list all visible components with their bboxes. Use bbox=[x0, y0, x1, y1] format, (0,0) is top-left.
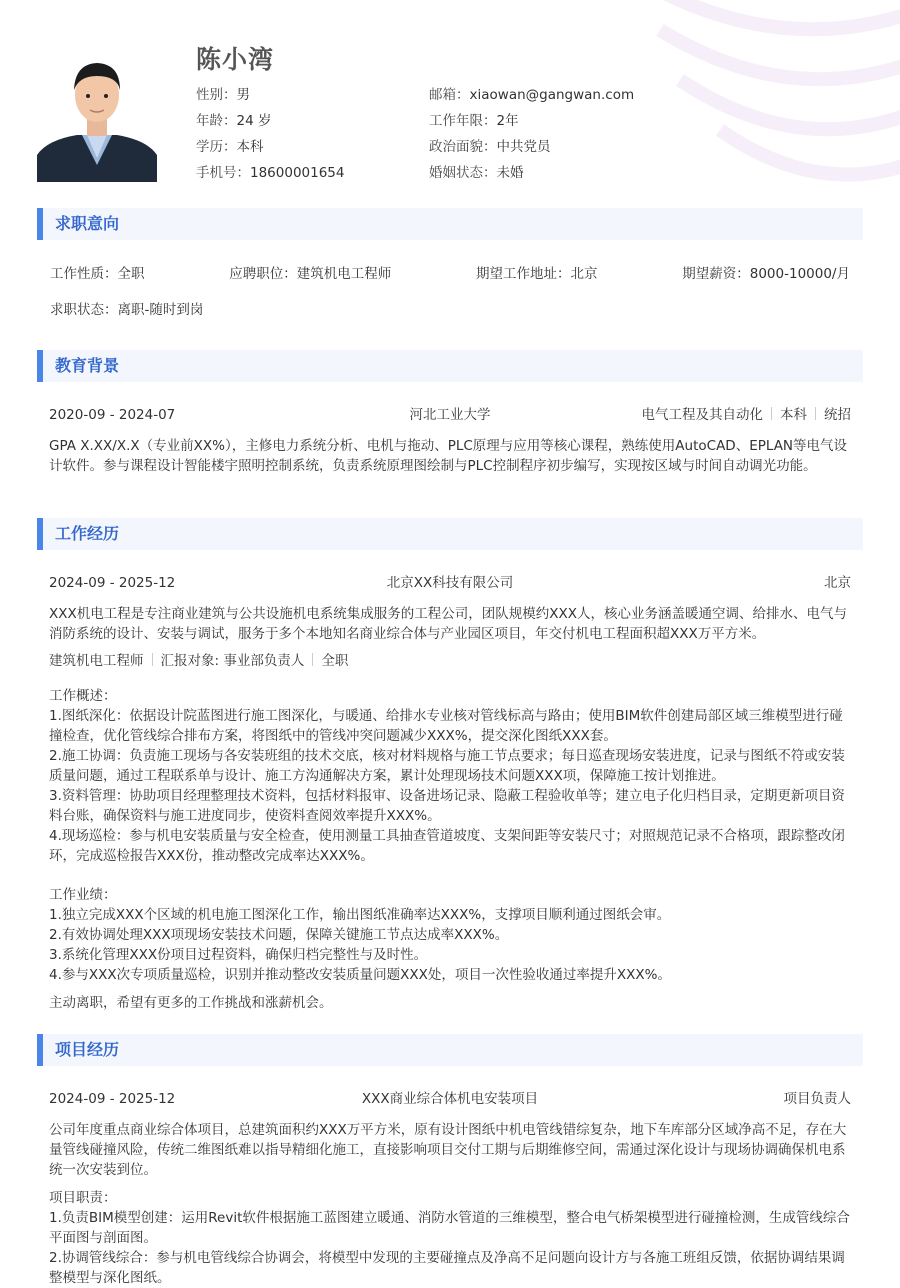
work-overview-3: 3.资料管理：协助项目经理整理技术资料，包括材料报审、设备进场记录、隐蔽工程验收单等；建立电子化归档目录，定期更新项目资料台账，确保资料与施工进度同步，使资料查阅效率提升XXX%。 bbox=[49, 788, 845, 824]
work-tags bbox=[49, 651, 348, 671]
section-work bbox=[37, 518, 863, 550]
company-intro: XXX机电工程是专注商业建筑与公共设施机电系统集成服务的工程公司，团队规模约XXX人，核心业务涵盖暖通空调、给排水、电气与消防系统的设计、安装与调试，服务于多个本地知名商业综合体与产业园区项目，年交付机电工程面积超XXX万平方米。 bbox=[49, 606, 847, 642]
project-duty-2: 2.协调管线综合：参与机电管线综合协调会，将模型中发现的主要碰撞点及净高不足问题向设计方与各施工班组反馈，依据协调结果调整模型与深化图纸。 bbox=[49, 1250, 845, 1286]
section-project bbox=[37, 1034, 863, 1066]
education-period: 2020-09 - 2024-07 bbox=[49, 407, 176, 423]
phone-label: 手机号： bbox=[196, 165, 250, 181]
job-type-value: 全职 bbox=[117, 266, 145, 282]
section-title-intent: 求职意向 bbox=[55, 214, 120, 233]
work-header bbox=[49, 573, 851, 593]
work-city: 北京 bbox=[824, 575, 851, 591]
project-name: XXX商业综合体机电安装项目 bbox=[361, 1091, 539, 1107]
position-label: 应聘职位： bbox=[229, 266, 297, 282]
leave-reason: 主动离职，希望有更多的工作挑战和涨薪机会。 bbox=[49, 995, 333, 1011]
location-label: 期望工作地址： bbox=[476, 266, 571, 282]
experience-label: 工作年限： bbox=[429, 113, 497, 129]
section-intent bbox=[37, 208, 863, 240]
avatar-photo bbox=[37, 50, 157, 182]
section-accent-bar bbox=[37, 208, 43, 240]
political-label: 政治面貌： bbox=[429, 139, 497, 155]
project-role: 项目负责人 bbox=[783, 1091, 851, 1107]
gender-label: 性别： bbox=[196, 87, 237, 103]
salary-value: 8000-10000/月 bbox=[749, 266, 850, 282]
salary-label: 期望薪资： bbox=[682, 266, 750, 282]
project-description: 公司年度重点商业综合体项目，总建筑面积约XXX万平方米，原有设计图纸中机电管线错综复杂，地下车库部分区域净高不足，存在大量管线碰撞风险，传统二维图纸难以指导精细化施工，直接影响项目交付工期与后期维修空间，需通过深化设计与现场协调确保机电系统一次安装到位。 bbox=[49, 1122, 847, 1178]
work-overview-1: 1.图纸深化：依据设计院蓝图进行施工图深化，与暖通、给排水专业核对管线标高与路由；使用BIM软件创建局部区域三维模型进行碰撞检查，优化管线综合排布方案，将图纸中的管线冲突问题减少XXX%，提交深化图纸XXX套。 bbox=[49, 708, 843, 744]
project-header bbox=[49, 1089, 851, 1109]
email-label: 邮箱： bbox=[429, 87, 470, 103]
section-education bbox=[37, 350, 863, 382]
location-value: 北京 bbox=[570, 266, 598, 282]
education-description: GPA X.XX/X.X（专业前XX%），主修电力系统分析、电机与拖动、PLC原理与应用等核心课程，熟练使用AutoCAD、EPLAN等电气设计软件。参与课程设计智能楼宇照明控制系统，负责系统原理图绘制与PLC控制程序初步编写，实现按区域与时间自动调光功能。 bbox=[49, 438, 848, 474]
marital-value: 未婚 bbox=[496, 165, 524, 181]
work-overview-2: 2.施工协调：负责施工现场与各安装班组的技术交底，核对材料规格与施工节点要求；每日巡查现场安装进度，记录与图纸不符或安装质量问题，通过工程联系单与设计、施工方沟通解决方案，累计处理现场技术问题XXX项，保障施工按计划推进。 bbox=[49, 748, 845, 784]
section-accent-bar bbox=[37, 350, 43, 382]
work-achievement-2: 2.有效协调处理XXX项现场安装技术问题，保障关键施工节点达成率XXX%。 bbox=[49, 927, 509, 943]
political-value: 中共党员 bbox=[496, 139, 551, 155]
candidate-name: 陈小湾 bbox=[196, 45, 275, 74]
work-report: 汇报对象: 事业部负责人 bbox=[160, 653, 305, 669]
age-value: 24 岁 bbox=[236, 113, 272, 129]
education-school: 河北工业大学 bbox=[409, 407, 491, 423]
work-role: 建筑机电工程师 bbox=[49, 653, 144, 669]
degree-label: 学历： bbox=[196, 139, 237, 155]
experience-value: 2年 bbox=[496, 113, 519, 129]
work-period: 2024-09 - 2025-12 bbox=[49, 575, 176, 591]
gender-value: 男 bbox=[236, 87, 250, 103]
education-type: 统招 bbox=[824, 407, 851, 423]
section-title-project: 项目经历 bbox=[55, 1040, 120, 1059]
project-duty-1: 1.负责BIM模型创建：运用Revit软件根据施工蓝图建立暖通、消防水管道的三维模型，整合电气桥架模型进行碰撞检测，生成管线综合平面图与剖面图。 bbox=[49, 1210, 850, 1246]
job-type-label: 工作性质： bbox=[50, 266, 118, 282]
project-period: 2024-09 - 2025-12 bbox=[49, 1091, 176, 1107]
status-value: 离职-随时到岗 bbox=[117, 302, 204, 318]
intent-row bbox=[50, 264, 850, 284]
education-header bbox=[49, 405, 851, 425]
age-label: 年龄： bbox=[196, 113, 237, 129]
section-accent-bar bbox=[37, 518, 43, 550]
work-company: 北京XX科技有限公司 bbox=[386, 575, 514, 591]
degree-value: 本科 bbox=[236, 139, 264, 155]
project-duty-title: 项目职责： bbox=[49, 1190, 117, 1206]
intent-status-row bbox=[50, 300, 850, 320]
education-degree: 本科 bbox=[780, 407, 807, 423]
email-value: xiaowan@gangwan.com bbox=[469, 87, 635, 103]
work-achievement-1: 1.独立完成XXX个区域的机电施工图深化工作，输出图纸准确率达XXX%，支撑项目顺利通过图纸会审。 bbox=[49, 907, 671, 923]
work-type: 全职 bbox=[321, 653, 349, 669]
work-achievement-3: 3.系统化管理XXX份项目过程资料，确保归档完整性与及时性。 bbox=[49, 947, 428, 963]
section-title-education: 教育背景 bbox=[55, 356, 120, 375]
section-title-work: 工作经历 bbox=[55, 524, 120, 543]
position-value: 建筑机电工程师 bbox=[296, 266, 392, 282]
marital-label: 婚姻状态： bbox=[429, 165, 497, 181]
work-achieve-title: 工作业绩： bbox=[49, 887, 117, 903]
work-overview-4: 4.现场巡检：参与机电安装质量与安全检查，使用测量工具抽查管道坡度、支架间距等安装尺寸；对照规范记录不合格项，跟踪整改闭环，完成巡检报告XXX份，推动整改完成率达XXX%。 bbox=[49, 828, 845, 864]
basic-info bbox=[196, 85, 856, 189]
education-major: 电气工程及其自动化 bbox=[641, 407, 763, 423]
status-label: 求职状态： bbox=[50, 302, 118, 318]
phone-value: 18600001654 bbox=[250, 165, 345, 181]
work-achievement-4: 4.参与XXX次专项质量巡检，识别并推动整改安装质量问题XXX处，项目一次性验收通过率提升XXX%。 bbox=[49, 967, 671, 983]
section-accent-bar bbox=[37, 1034, 43, 1066]
work-overview-title: 工作概述： bbox=[49, 688, 117, 704]
